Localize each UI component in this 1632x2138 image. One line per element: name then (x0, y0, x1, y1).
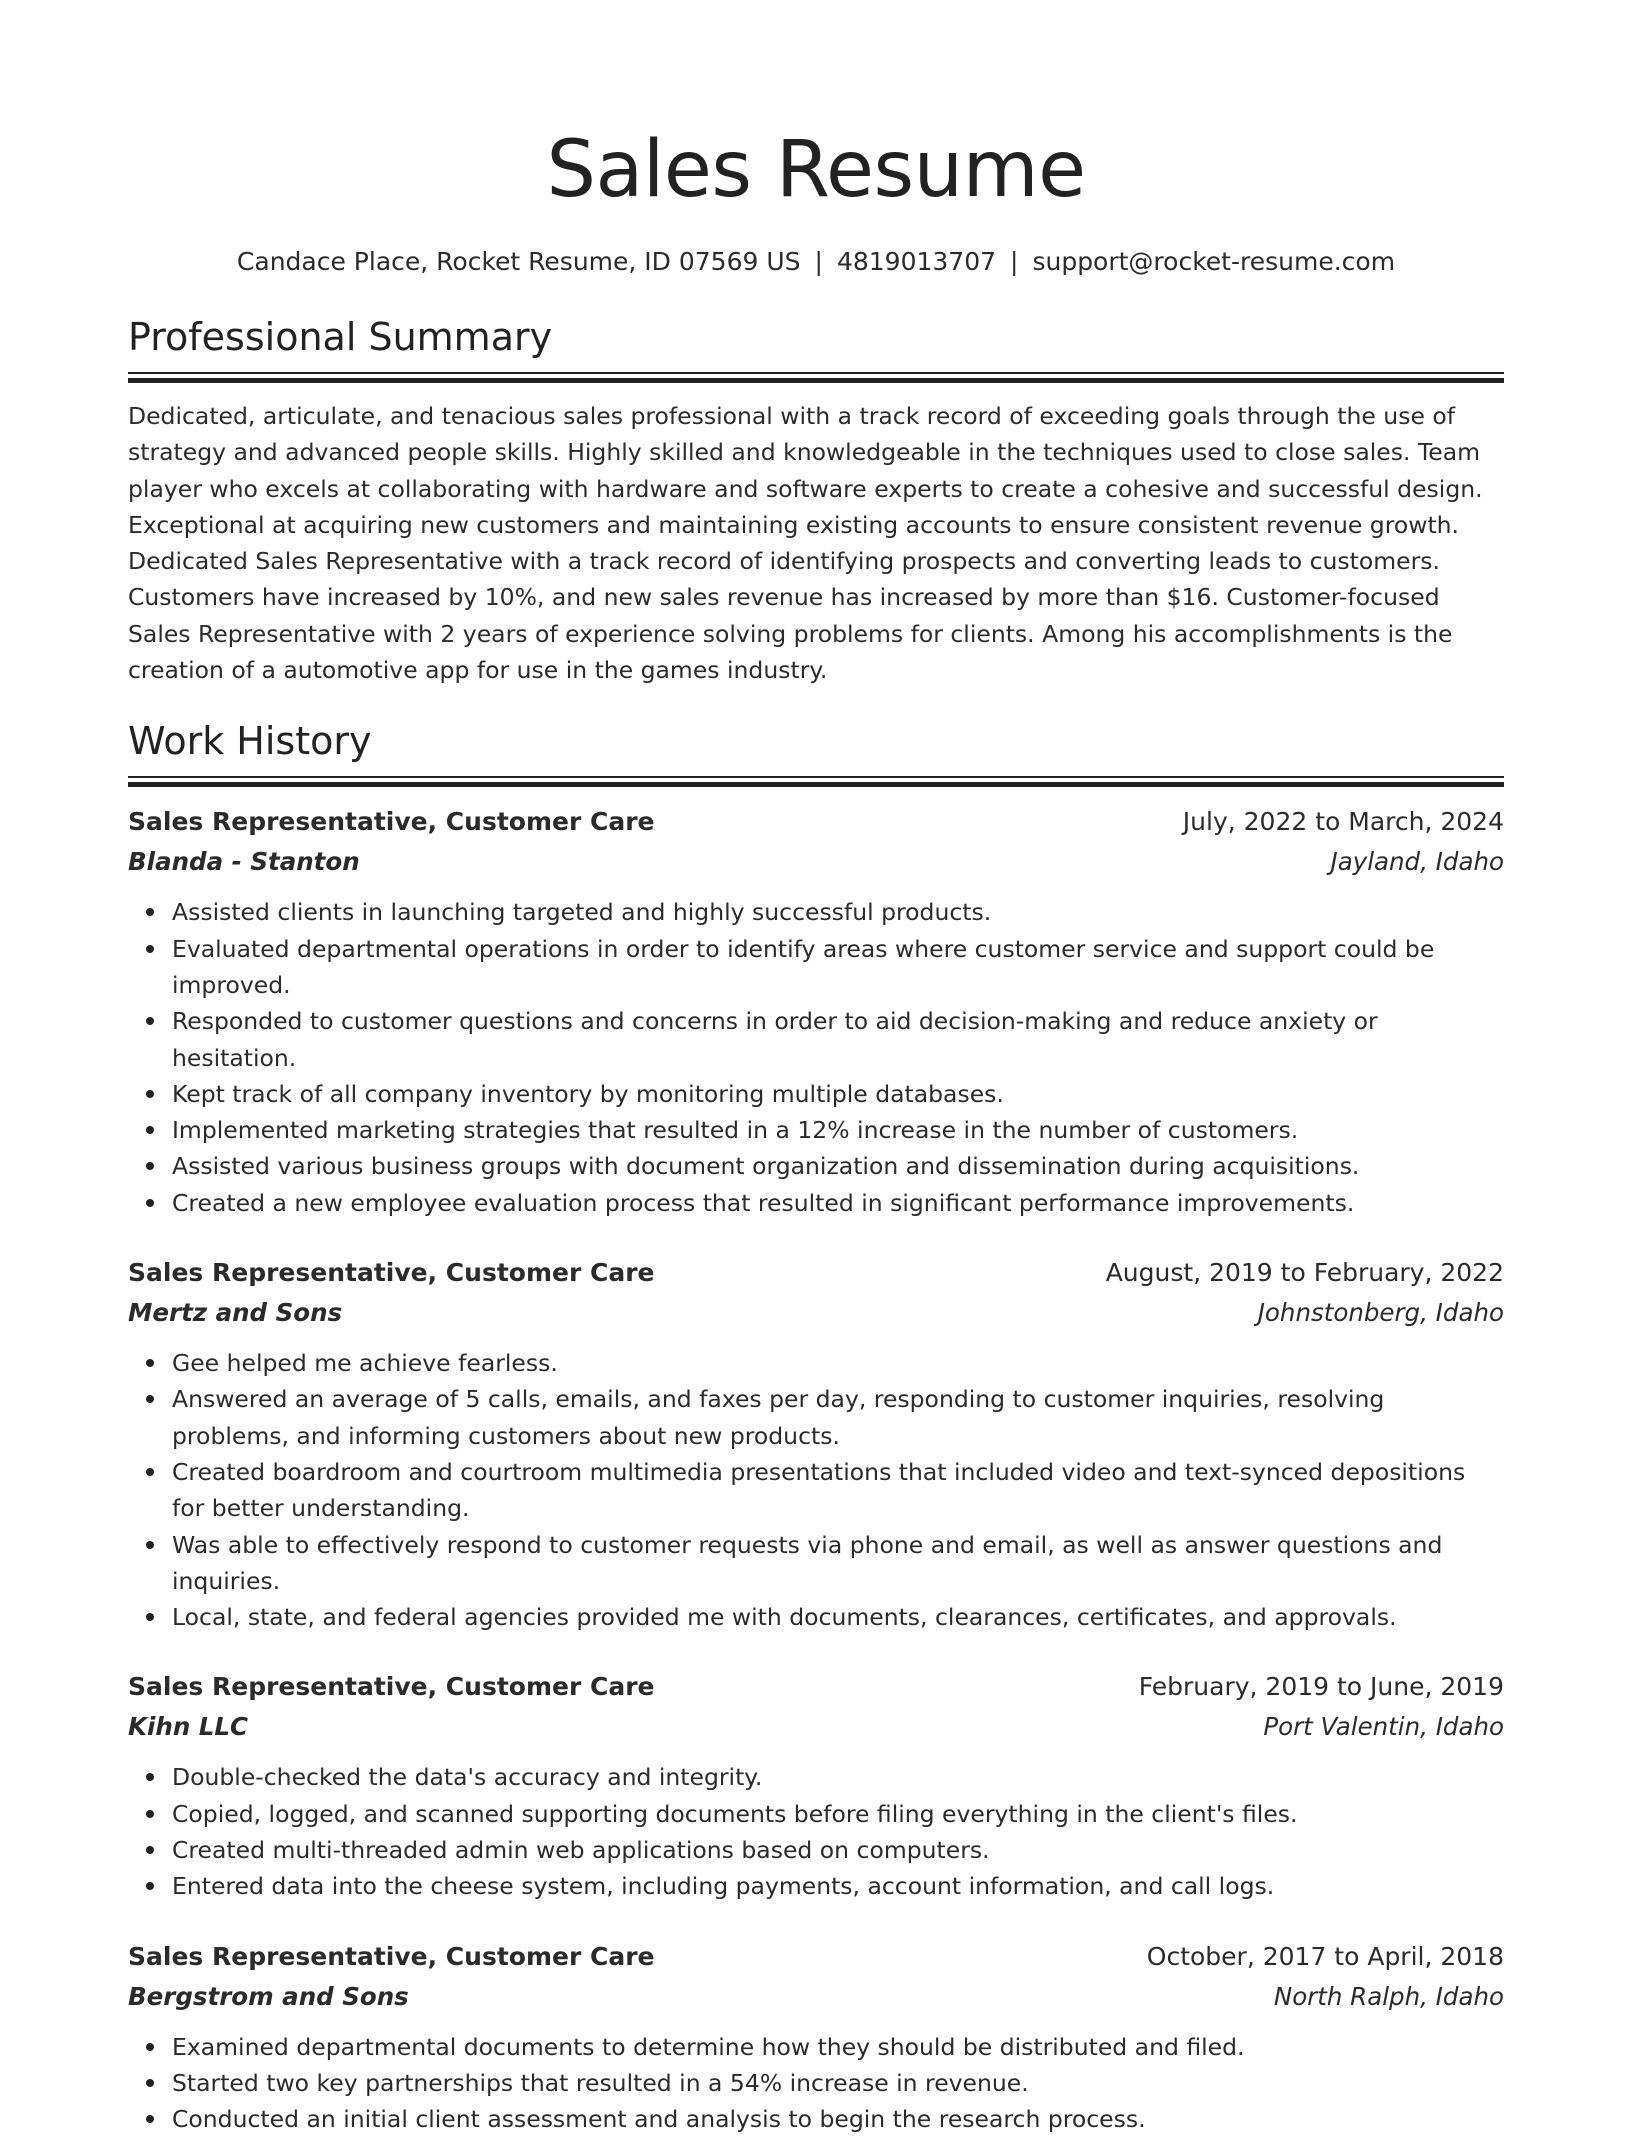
bullet-dot-icon (146, 945, 154, 953)
contact-phone: 4819013707 (836, 247, 997, 276)
job-entry (128, 1937, 1504, 2138)
bullet-dot-icon (146, 1090, 154, 1098)
job-header-row (128, 1937, 1504, 1977)
job-dates: February, 2019 to June, 2019 (1138, 1672, 1504, 1702)
job-header-row (128, 1667, 1504, 1707)
bullet-dot-icon (146, 2115, 154, 2123)
bullet-dot-icon (146, 1017, 154, 1025)
job-bullet-list (128, 1345, 1504, 1635)
job-dates: August, 2019 to February, 2022 (1105, 1258, 1504, 1288)
job-bullet-text: Double-checked the data's accuracy and integrity. (172, 1763, 763, 1792)
resume-title: Sales Resume (546, 125, 1086, 215)
job-header-row (128, 802, 1504, 842)
job-bullet (172, 1076, 1504, 1112)
job-bullet-list (128, 2029, 1504, 2138)
contact-address: Candace Place, Rocket Resume, ID 07569 US (236, 247, 801, 276)
job-bullet-text: Assisted various business groups with document organization and dissemination during acquisitions. (172, 1152, 1360, 1181)
resume-page (128, 0, 1504, 2138)
job-bullet (172, 1796, 1504, 1832)
job-bullet-list (128, 894, 1504, 1221)
bullet-dot-icon (146, 2079, 154, 2087)
job-bullet (172, 1148, 1504, 1184)
section-divider (128, 372, 1504, 382)
bullet-dot-icon (146, 1882, 154, 1890)
job-location: Port Valentin, Idaho (1263, 1712, 1504, 1742)
job-bullet (172, 1832, 1504, 1868)
job-bullet-text: Was able to effectively respond to customer requests via phone and email, as well as answer questions and inquiries. (172, 1530, 1443, 1595)
bullet-dot-icon (146, 1810, 154, 1818)
job-bullet-text: Evaluated departmental operations in order to identify areas where customer service and support could be improved. (172, 934, 1435, 999)
bullet-dot-icon (146, 1199, 154, 1207)
section-heading-summary: Professional Summary (128, 315, 553, 359)
job-company: Blanda - Stanton (128, 847, 360, 877)
job-bullet (172, 2029, 1504, 2065)
job-dates: July, 2022 to March, 2024 (1182, 807, 1504, 837)
job-bullet (172, 931, 1504, 1004)
section-heading-work-history: Work History (128, 719, 372, 764)
contact-email: support@rocket-resume.com (1032, 247, 1396, 276)
job-location: North Ralph, Idaho (1273, 1981, 1504, 2011)
job-bullet-text: Responded to customer questions and concerns in order to aid decision-making and reduce anxiety or hesitation. (172, 1007, 1378, 1072)
bullet-dot-icon (146, 1468, 154, 1476)
job-bullet-text: Started two key partnerships that resulted in a 54% increase in revenue. (172, 2068, 1029, 2097)
job-entry (128, 802, 1504, 1221)
job-bullet (172, 1868, 1504, 1904)
job-company: Kihn LLC (128, 1712, 248, 1742)
job-title: Sales Representative, Customer Care (128, 1672, 655, 1702)
bullet-dot-icon (146, 1613, 154, 1621)
job-header-row (128, 1253, 1504, 1293)
job-bullet (172, 1112, 1504, 1148)
contact-line (128, 246, 1504, 278)
job-bullet (172, 894, 1504, 930)
job-title: Sales Representative, Customer Care (128, 1258, 655, 1288)
job-bullet-text: Entered data into the cheese system, including payments, account information, and call logs. (172, 1872, 1275, 1901)
job-bullet (172, 2065, 1504, 2101)
bullet-dot-icon (146, 1126, 154, 1134)
job-bullet-text: Gee helped me achieve fearless. (172, 1349, 558, 1378)
bullet-dot-icon (146, 1773, 154, 1781)
job-entry (128, 1667, 1504, 1904)
job-bullet (172, 2101, 1504, 2137)
job-bullet (172, 1454, 1504, 1527)
job-bullet-text: Examined departmental documents to determine how they should be distributed and filed. (172, 2032, 1245, 2061)
job-bullet (172, 1759, 1504, 1795)
summary-text: Dedicated, articulate, and tenacious sales professional with a track record of exceeding goals through the use of strategy and advanced people skills. Highly skilled and knowledgeable in the techniques used to close sales. Team player who excels at collaborating with hardware and software experts to create a cohesive and successful design. Exceptional at acquiring new customers and maintaining existing accounts to ensure consistent revenue growth. Dedicated Sales Representative with a track record of identifying prospects and converting leads to customers. Customers have increased by 10%, and new sales revenue has increased by more than $16. Customer-focused Sales Representative with 2 years of experience solving problems for clients. Among his accomplishments is the creation of a automotive app for use in the games industry. (128, 402, 1483, 685)
bullet-dot-icon (146, 1359, 154, 1367)
job-title: Sales Representative, Customer Care (128, 1941, 655, 1971)
job-entry (128, 1253, 1504, 1635)
job-bullet-text: Kept track of all company inventory by monitoring multiple databases. (172, 1079, 1004, 1108)
job-bullet-text: Created boardroom and courtroom multimedia presentations that included video and text-synced depositions for better understanding. (172, 1457, 1466, 1523)
job-bullet (172, 1185, 1504, 1221)
job-bullet-text: Conducted an initial client assessment and analysis to begin the research process. (172, 2105, 1146, 2134)
job-bullet-text: Implemented marketing strategies that resulted in a 12% increase in the number of customers. (172, 1116, 1299, 1145)
job-dates: October, 2017 to April, 2018 (1146, 1941, 1504, 1971)
job-bullet (172, 1003, 1504, 1076)
job-location: Johnstonberg, Idaho (1257, 1298, 1504, 1328)
bullet-dot-icon (146, 2043, 154, 2051)
bullet-dot-icon (146, 1395, 154, 1403)
bullet-dot-icon (146, 908, 154, 916)
section-divider (128, 776, 1504, 786)
contact-separator: | (814, 247, 823, 276)
job-list (128, 802, 1504, 2137)
job-company-row (128, 842, 1504, 882)
job-bullet-text: Local, state, and federal agencies provided me with documents, clearances, certificates, and approvals. (172, 1603, 1397, 1632)
job-bullet (172, 1527, 1504, 1600)
bullet-dot-icon (146, 1162, 154, 1170)
job-location: Jayland, Idaho (1330, 847, 1504, 877)
job-bullet (172, 1345, 1504, 1381)
bullet-dot-icon (146, 1541, 154, 1549)
job-bullet-text: Created multi-threaded admin web applications based on computers. (172, 1836, 990, 1865)
job-bullet (172, 1599, 1504, 1635)
bullet-dot-icon (146, 1846, 154, 1854)
job-bullet-list (128, 1759, 1504, 1904)
job-bullet (172, 1381, 1504, 1454)
summary-section (128, 314, 1504, 688)
contact-separator: | (1010, 247, 1019, 276)
job-bullet-text: Copied, logged, and scanned supporting documents before filing everything in the client's files. (172, 1799, 1298, 1828)
job-bullet-text: Created a new employee evaluation process that resulted in significant performance improvements. (172, 1188, 1355, 1217)
job-company: Bergstrom and Sons (128, 1981, 409, 2011)
job-company: Mertz and Sons (128, 1298, 343, 1328)
job-company-row (128, 1293, 1504, 1333)
job-bullet-text: Assisted clients in launching targeted and highly successful products. (172, 898, 992, 927)
job-company-row (128, 1977, 1504, 2017)
work-history-section (128, 718, 1504, 2137)
job-title: Sales Representative, Customer Care (128, 807, 655, 837)
job-bullet-text: Answered an average of 5 calls, emails, and faxes per day, responding to customer inquiries, resolving problems, and informing customers about new products. (172, 1385, 1385, 1450)
job-company-row (128, 1707, 1504, 1747)
